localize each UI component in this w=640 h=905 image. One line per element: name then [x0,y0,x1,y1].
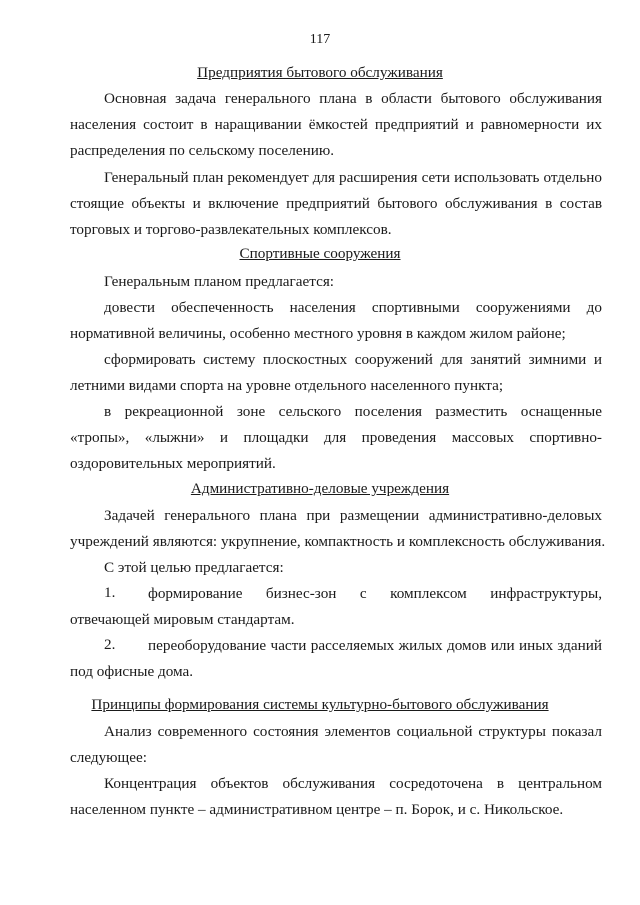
s2-b2-line1: сформировать систему плоскостных сооружений для занятий зимними и [104,351,602,368]
s3-item2-line2: под офисные дома. [70,663,194,680]
heading-household-services: Предприятия бытового обслуживания [197,64,443,81]
heading-sports-facilities: Спортивные сооружения [239,245,401,262]
heading-cultural-services-principles: Принципы формирования системы культурно-бытового обслуживания [91,696,549,713]
s2-b1-line2: нормативной величины, особенно местного уровня в каждом жилом районе; [70,325,566,342]
s3-p1-line1: Задачей генерального плана при размещении административно-деловых [104,507,602,524]
heading-admin-business: Административно-деловые учреждения [190,480,450,497]
s2-intro: Генеральным планом предлагается: [104,273,335,290]
s3-item1-line1: формирование бизнес-зон с комплексом инфраструктуры, [148,585,602,602]
s1-p2-line3: торговых и торгово-развлекательных комплексов. [70,221,392,238]
s3-item1-line2: отвечающей мировым стандартам. [70,611,295,628]
s3-p1-line2: учреждений являются: укрупнение, компактность и комплексность обслуживания. [70,533,606,550]
page-number: 117 [309,32,331,47]
s2-b3-line3: оздоровительных мероприятий. [70,455,276,472]
s3-item1-number: 1. [104,584,116,601]
s1-p2-line1: Генеральный план рекомендует для расширения сети использовать отдельно [104,169,602,186]
s4-p1-line2: следующее: [70,749,147,766]
s2-b1-line1: довести обеспеченность населения спортивными сооружениями до [104,299,602,316]
s1-p1-line1: Основная задача генерального плана в области бытового обслуживания [104,90,602,107]
s3-intro: С этой целью предлагается: [104,559,284,576]
s2-b3-line2: «тропы», «лыжни» и площадки для проведения массовых спортивно- [70,429,602,446]
s3-item2-number: 2. [104,636,116,653]
s4-p2-line1: Концентрация объектов обслуживания сосредоточена в центральном [104,775,602,792]
s1-p2-line2: стоящие объекты и включение предприятий бытового обслуживания в состав [70,195,602,212]
s3-item2-line1: переоборудование части расселяемых жилых домов или иных зданий [148,637,602,654]
s4-p2-line2: населенном пункте – административном центре – п. Борок, и с. Никольское. [70,801,564,818]
s4-p1-line1: Анализ современного состояния элементов социальной структуры показал [104,723,602,740]
s1-p1-line2: населения состоит в наращивании ёмкостей предприятий и равномерности их [70,116,602,133]
s2-b3-line1: в рекреационной зоне сельского поселения разместить оснащенные [104,403,602,420]
s2-b2-line2: летними видами спорта на уровне отдельного населенного пункта; [70,377,504,394]
s1-p1-line3: распределения по сельскому поселению. [70,142,334,159]
